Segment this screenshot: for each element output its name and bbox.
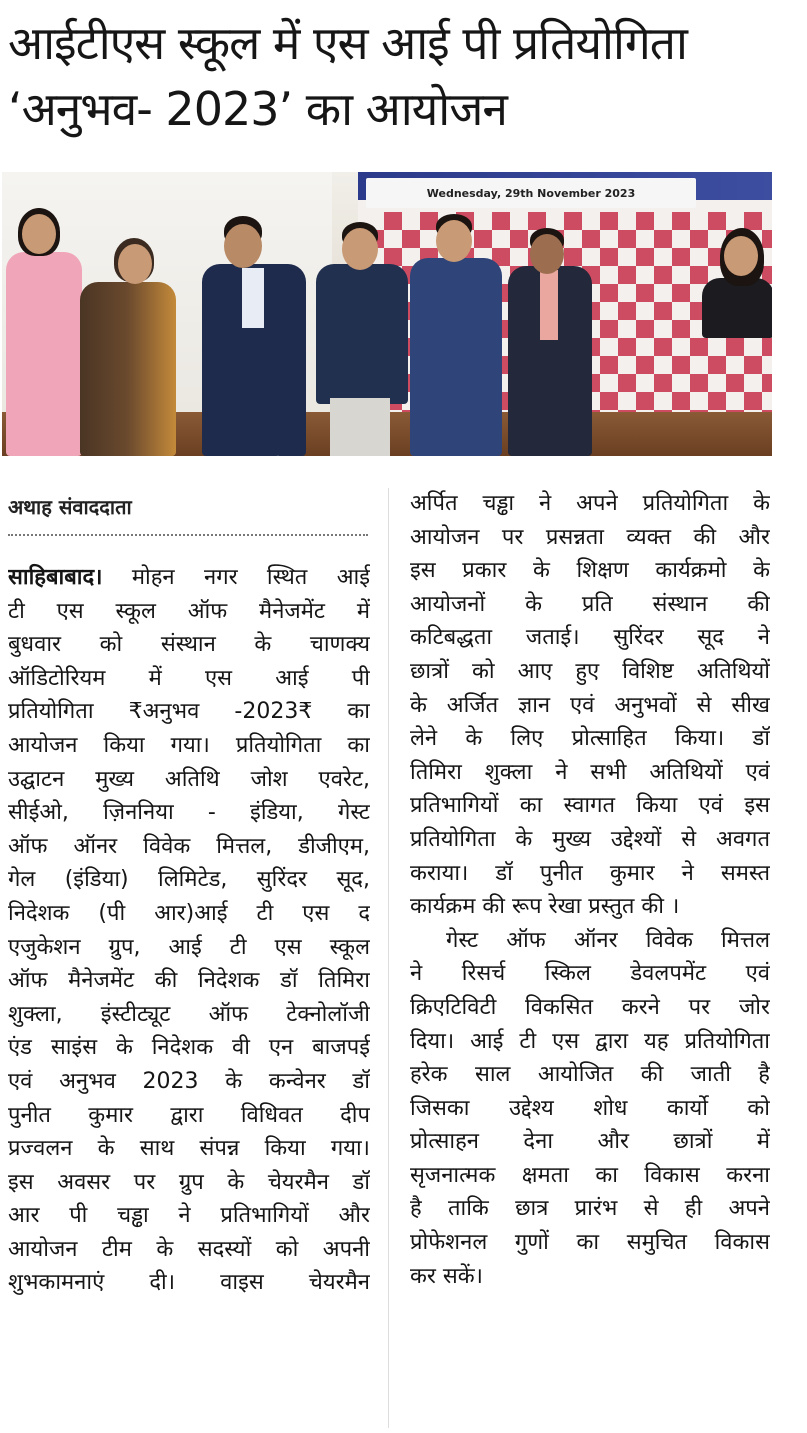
article-line: शुक्ला, इंस्टीट्यूट ऑफ टेक्नोलॉजी [8,1001,370,1027]
article-line: हरेक साल आयोजित की जाती है [410,1062,770,1088]
article-line: एजुकेशन ग्रुप, आई टी एस स्कूल [8,934,370,960]
article-line: ऑफ ऑनर विवेक मित्तल, डीजीएम, [8,833,370,859]
article-line: इस प्रकार के शिक्षण कार्यक्रमो के [410,558,770,584]
article-line: टी एस स्कूल ऑफ मैनेजमेंट में [8,598,370,624]
article-line: एंड साइंस के निदेशक वी एन बाजपई [8,1035,370,1061]
article-line: आयोजन टीम के सदस्यों को अपनी [8,1236,370,1262]
news-photo [2,172,772,456]
byline: अथाह संवाददाता [8,495,132,519]
article-line: साहिबाबाद। मोहन नगर स्थित आई [8,565,370,590]
article-line: प्रतिभागियों का स्वागत किया एवं इस [410,793,770,819]
article-line: आयोजनों के प्रति संस्थान की [410,591,770,617]
article-line: जिसका उद्देश्य शोध कार्यो को [410,1095,770,1121]
article-line: आर पी चड्ढा ने प्रतिभागियों और [8,1203,370,1229]
article-line: गेस्ट ऑफ ऑनर विवेक मित्तल [446,927,770,953]
article-line: कराया। डॉ पुनीत कुमार ने समस्त [410,860,770,886]
article-line: प्रज्वलन के साथ संपन्न किया गया। [8,1136,370,1162]
byline-divider [8,534,368,536]
article-line: कर सकें। [410,1263,483,1289]
article-line: सीईओ, ज़िननिया - इंडिया, गेस्ट [8,800,370,826]
article-line: सृजनात्मक क्षमता का विकास करना [410,1162,770,1188]
article-line: निदेशक (पी आर)आई टी एस द [8,900,370,926]
article-line: पुनीत कुमार द्वारा विधिवत दीप [8,1102,370,1128]
article-line: अर्पित चड्ढा ने अपने प्रतियोगिता के [410,491,770,516]
article-line: आयोजन पर प्रसन्नता व्यक्त की और [410,524,770,550]
article-line: आयोजन किया गया। प्रतियोगिता का [8,732,370,758]
article-line: के अर्जित ज्ञान एवं अनुभवों से सीख [410,692,770,718]
article-line: प्रोफेशनल गुणों का समुचित विकास [410,1230,770,1256]
photo-banner-date: Wednesday, 29th November 2023 [366,178,696,208]
article-column-2 [410,487,770,1293]
headline [8,10,803,142]
article-line: प्रतियोगिता ₹अनुभव -2023₹ का [8,699,370,725]
article-line: तिमिरा शुक्ला ने सभी अतिथियों एवं [410,759,770,785]
article-line: है ताकि छात्र प्रारंभ से ही अपने [410,1196,770,1222]
headline-line-1: आईटीएस स्कूल में एस आई पी प्रतियोगिता [8,16,687,70]
article-line: कटिबद्धता जताई। सुरिंदर सूद ने [410,625,770,651]
article-line: दिया। आई टी एस द्वारा यह प्रतियोगिता [410,1028,770,1054]
headline-line-2: ‘अनुभव- 2023’ का आयोजन [8,82,507,136]
article-line: ऑडिटोरियम में एस आई पी [8,665,370,691]
article-line: गेल (इंडिया) लिमिटेड, सुरिंदर सूद, [8,867,370,893]
article-line: एवं अनुभव 2023 के कन्वेनर डॉ [8,1068,370,1094]
article-line: बुधवार को संस्थान के चाणक्य [8,632,370,658]
article-line: लेने के लिए प्रोत्साहित किया। डॉ [410,726,770,752]
article-line: प्रोत्साहन देना और छात्रों में [410,1129,770,1155]
article-line: ऑफ मैनेजमेंट की निदेशक डॉ तिमिरा [8,968,370,994]
article-line: छात्रों को आए हुए विशिष्ट अतिथियों [410,658,770,684]
article-column-1 [8,561,370,1300]
article-line: ने रिसर्च स्किल डेवलपमेंट एवं [410,961,770,987]
article-line: शुभकामनाएं दी। वाइस चेयरमैन [8,1270,370,1296]
article-line: उद्घाटन मुख्य अतिथि जोश एवरेट, [8,766,370,792]
column-divider [388,488,389,1428]
article-line: इस अवसर पर ग्रुप के चेयरमैन डॉ [8,1169,370,1195]
article-line: प्रतियोगिता के मुख्य उद्देश्यों से अवगत [410,826,770,852]
article-line: कार्यक्रम की रूप रेखा प्रस्तुत की । [410,894,680,920]
article-line: क्रिएटिविटी विकसित करने पर जोर [410,994,770,1020]
dateline: साहिबाबाद। [8,565,103,590]
